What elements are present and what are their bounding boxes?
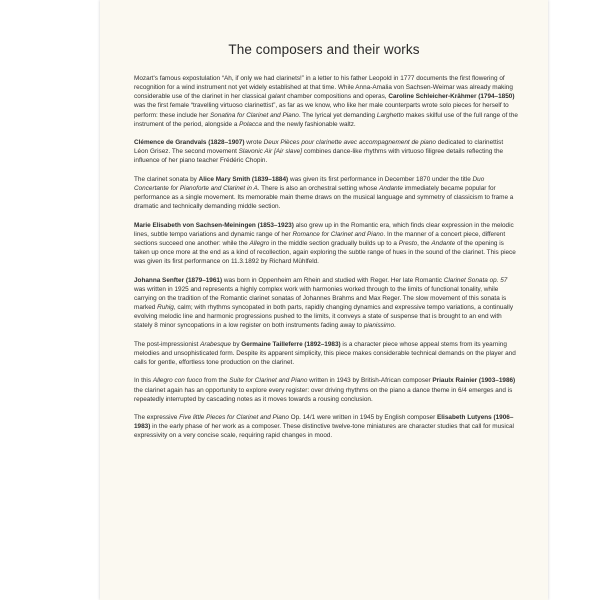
paragraph-text: combines dance-like rhythms with virtuoso filigree details reflecting the influence of her piano teacher Frédéric Chopin. [134, 148, 504, 165]
paragraph [134, 340, 518, 367]
work-title: pianissimo [363, 322, 395, 330]
document-body [134, 74, 518, 450]
work-title: Duo Concertante for Pianoforte and Clarinet in A [134, 175, 485, 192]
paragraph [134, 74, 518, 129]
work-title: Sonatina for Clarinet and Piano [210, 111, 299, 119]
paragraph-text: . [394, 322, 396, 330]
paragraph-text: and the newly fashionable waltz. [261, 120, 356, 128]
work-title: galant [267, 93, 286, 101]
paragraph-text: is a character piece whose appeal stems from its yearning melodies and unsophisticated form. Despite its apparent simplicity, this piece makes considerable technical demands on the player and calls for gentle, effortless tone production on the clarinet. [134, 340, 516, 366]
paragraph [134, 276, 518, 331]
page-title: The composers and their works [228, 42, 420, 57]
paragraph [134, 376, 518, 403]
composer-name: Marie Elisabeth von Sachsen-Meiningen (1853–1923) [134, 221, 294, 229]
work-title: Clarinet Sonata op. 57 [443, 276, 508, 284]
paragraph-text: , the [417, 239, 432, 247]
paragraph-text: chamber compositions and operas, [285, 93, 389, 101]
composer-name: Elisabeth Lutyens (1906–1983) [134, 414, 514, 431]
work-title: Arabesque [200, 340, 231, 348]
paragraph-text: was born in Oppenheim am Rhein and studied with Reger. Her late Romantic [222, 276, 444, 284]
work-title: Presto [398, 239, 418, 247]
paragraph-text: Mozart's famous expostulation “Ah, if only we had clarinets!” in a letter to his father Leopold in 1777 documents the first flowering of recognition for a wind instrument not yet widely established at that time. While Anna-Amalia von Sachsen-Weimar was already making considerable use of the clarinet in her classical [134, 75, 513, 101]
paragraph-text: also grew up in the Romantic era, which finds clear expression in the melodic lines, subtle tempo variations and dynamic range of her [134, 221, 514, 238]
document-page [100, 0, 548, 600]
paragraph [134, 413, 518, 440]
work-title: Allegro [249, 239, 270, 247]
composer-name: Germaine Tailleferre (1892–1983) [241, 340, 341, 348]
paragraph-text: written in 1943 by British-African composer [307, 377, 433, 385]
work-title: Allegro con fuoco [152, 377, 203, 385]
paragraph-text: In this [134, 377, 153, 385]
work-title: Slavonic Air [Air slave] [238, 148, 303, 156]
paragraph-text: , calm; with rhythms syncopated in both parts, rapidly changing dynamics and expressive tempo variations, a continually evolving melodic line and harmonic progressions pushed to the limits, it conveys a state of suspense that is brought to an end with stately 8 minor syncopations in a low register on both instruments fading away to [134, 304, 514, 330]
paragraph-text: dedicated to clarinettist Léon Grisez. The second movement [134, 139, 504, 156]
composer-name: Clémence de Grandvals (1828–1907) [134, 139, 245, 147]
paragraph [134, 175, 518, 212]
work-title: Five little Pieces for Clarinet and Piano [179, 414, 289, 421]
composer-name: Alice Mary Smith (1839–1884) [198, 175, 289, 183]
work-title: Polacca [239, 120, 262, 128]
paragraph-text: was the first female “travelling virtuoso clarinettist”, as far as we know, who like her male counterparts wrote solo pieces for herself to perform: these include her [134, 102, 509, 119]
paragraph-text: was given its first performance in December 1870 under the title [288, 175, 473, 183]
paragraph-text: . In the manner of a concert piece, different sections succeed one another: while the [134, 230, 506, 247]
paragraph-text: . There is also an orchestral setting whose [257, 184, 380, 192]
work-title: Suite for Clarinet and Piano [229, 377, 308, 385]
paragraph-text: The clarinet sonata by [134, 175, 199, 183]
paragraph-text: Op. 14/1 were written in 1945 by English composer [288, 414, 438, 421]
paragraph-text: by [230, 340, 242, 348]
paragraph-text: was written in 1925 and represents a highly complex work with harmonies worked through to the limits of functional tonality, while carrying on the tradition of the Romantic clarinet sonatas of Johannes Brahms and Max Reger. The slow movement of this sonata is marked [134, 285, 507, 312]
composer-name: Caroline Schleicher-Krähmer (1794–1850) [388, 93, 515, 101]
composer-name: Priaulx Rainier (1903–1986) [432, 377, 516, 385]
paragraph-text: of the opening is taken up once more at the end as a kind of recollection, again exploring the subtle range of hues in the sound of the clarinet. This piece was given its first performance on 11.3.1892 by Richard Mühlfeld. [134, 239, 516, 266]
paragraph-text: The post-impressionist [134, 340, 201, 348]
paragraph [134, 221, 518, 267]
paragraph-text: the clarinet again has an opportunity to explore every register: over driving rhythms on the piano a dance theme in 6/4 emerges and is repeatedly interrupted by cascading notes as it moves towards a rousing conclusion. [134, 386, 513, 403]
paragraph-text: The expressive [134, 414, 180, 421]
paragraph-text: wrote [244, 139, 264, 147]
work-title: Larghetto [376, 111, 404, 119]
paragraph [134, 138, 518, 165]
work-title: Andante [431, 239, 456, 247]
paragraph-text: immediately became popular for performance as a single movement. Its memorable main theme draws on the musical language and symmetry of classicism to frame a dramatic and technically demanding middle section. [134, 184, 514, 211]
work-title: Andante [379, 184, 403, 192]
paragraph-text: in the middle section gradually builds up to a [269, 239, 399, 247]
paragraph-text: in the early phase of her work as a composer. These distinctive twelve-tone miniatures are character studies that call for musical expressivity on a very concise scale, requiring rapid changes in mood. [134, 423, 514, 440]
paragraph-text: from the [202, 377, 230, 385]
work-title: Romance for Clarinet and Piano [292, 230, 384, 238]
composer-name: Johanna Senfter (1879–1961) [134, 276, 223, 284]
work-title: Deux Pièces pour clarinette avec accompagnement de piano [263, 139, 436, 147]
work-title: Ruhig [157, 304, 174, 312]
paragraph-text: . The lyrical yet demanding [298, 111, 377, 119]
paragraph-text: makes skilful use of the full range of the instrument of the period, alongside a [134, 111, 518, 128]
